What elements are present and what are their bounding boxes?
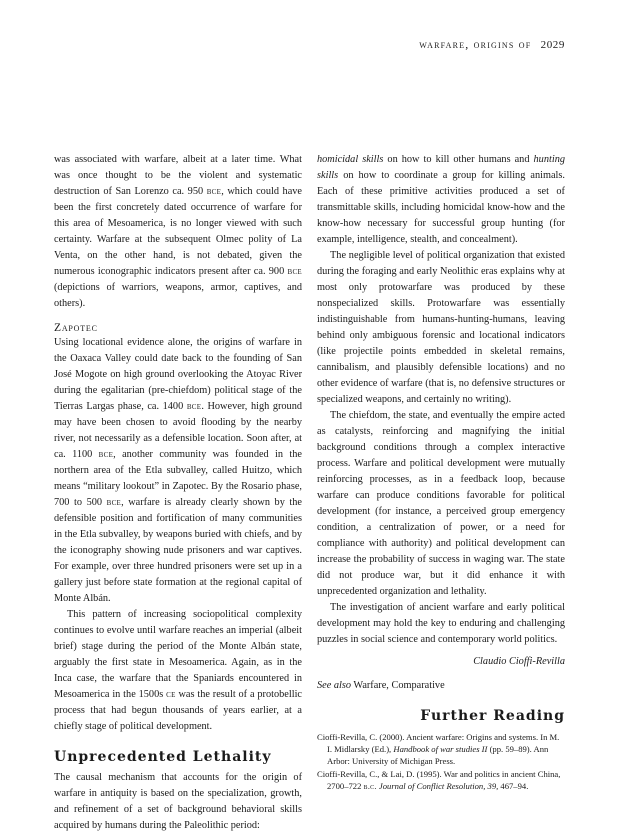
page-number: 2029 [540, 39, 565, 51]
reference-item: Cioffi-Revilla, C. (2000). Ancient warfare: Origins and systems. In M. I. Midlarsky (Ed.), Handbook of war studies II (pp. 59–89). Ann Arbor: University of Michigan Press. [317, 732, 560, 766]
further-reading-heading: Further Reading [420, 708, 565, 724]
paragraph: The negligible level of political organization that existed during the foraging and early Neolithic eras explains why at most only protowarfare was produced by these nonspecialized skills. Protowarfare was essentially indistinguishable from humans-hunting-humans, leaving behind only ambiguous forensic and locational indicators (like projectile points embedded in skeletal remains, cannibalism, and plausibly defensible locations) and no other evidence of warfare (that is, no defensive structures or specialized weapons, and certainly no writing). [317, 250, 565, 405]
running-head-title: warfare, origins of [419, 37, 532, 51]
zapotec-heading: Zapotec [54, 322, 98, 334]
right-column [317, 152, 565, 794]
left-column [54, 152, 302, 834]
author-signature: Claudio Cioffi-Revilla [473, 656, 565, 667]
reference-item: Cioffi-Revilla, C., & Lai, D. (1995). War and politics in ancient China, 2700–722 b.c. Journal of Conflict Resolution, 39, 467–94. [317, 769, 561, 791]
paragraph: The chiefdom, the state, and eventually the empire acted as catalysts, reinforcing and magnifying the initial background conditions through a complex interactive process. Warfare and political development were mutually reinforcing processes, as in a feedback loop, because warfare can produce conditions favorable for political development (for instance, a perceived group emergency condition, a centralization of power, or a need for compliance with authority) and political development can increase the probability of success in waging war. The state did not produce war, but it did enhance it with unprecedented organization and lethality. [317, 410, 565, 597]
paragraph: homicidal skills on how to kill other humans and hunting skills on how to coordinate a group for killing animals. Each of these primitive activities produced a set of transmittable skills, including homicidal know-how and the know-how necessary for successful group hunting (for example, intelligence, stealth, and concealment). [317, 154, 565, 245]
reference-list [317, 731, 565, 793]
paragraph: This pattern of increasing sociopolitical complexity continues to evolve until warfare reaches an imperial (albeit brief) stage during the period of the Monte Albán state, arguably the first state in Mesoamerica. Again, as in the Inca case, the warfare that the Spaniards encountered in Mesoamerica in the 1500s ce was the result of a protobellic process that had begun thousands of years earlier, at a chiefly stage of political development. [54, 609, 303, 732]
see-also-link[interactable]: Warfare, Comparative [351, 680, 445, 691]
section-heading: Unprecedented Lethality [54, 749, 272, 765]
paragraph: Using locational evidence alone, the origins of warfare in the Oaxaca Valley could date back to the founding of San José Mogote on high ground overlooking the Atoyac River during the egalitarian (pre-chiefdom) political stage of the Tierras Largas phase, ca. 1400 bce. However, high ground may have been chosen to avoid flooding by the nearby river, not necessarily as a defensible location. Soon after, at ca. 1100 bce, another community was founded in the northern area of the Etla subvalley, called Huitzo, which means “military lookout” in Zapotec. By the Rosario phase, 700 to 500 bce, warfare is already clearly shown by the defensible position and fortification of many communities in the Etla subvalley, by weapons buried with chiefs, and by the iconography showing nude prisoners and war captives. For example, over three hundred prisoners were set up in a gallery just before state formation at the regional capital of Monte Albán. [54, 337, 303, 604]
paragraph: The causal mechanism that accounts for the origin of warfare in antiquity is based on the specialization, growth, and refinement of a set of background behavioral skills acquired by humans during the Paleolithic period: [54, 772, 302, 831]
paragraph: was associated with warfare, albeit at a later time. What was once thought to be the violent and systematic destruction of San Lorenzo ca. 950 bce, which could have been the first concretely dated occurrence of warfare for this area of Mesoamerica, is no longer viewed with such certainty. Warfare at the subsequent Olmec polity of La Venta, on the other hand, is not debated, given the numerous iconographic indicators present after ca. 900 bce (depictions of warriors, weapons, armor, captives, and others). [54, 154, 302, 309]
running-head [419, 37, 565, 52]
see-also-label: See also [317, 680, 352, 691]
paragraph: The investigation of ancient warfare and early political development may hold the key to enduring and challenging puzzles in social science and contemporary world politics. [317, 602, 565, 645]
see-also [317, 678, 565, 694]
